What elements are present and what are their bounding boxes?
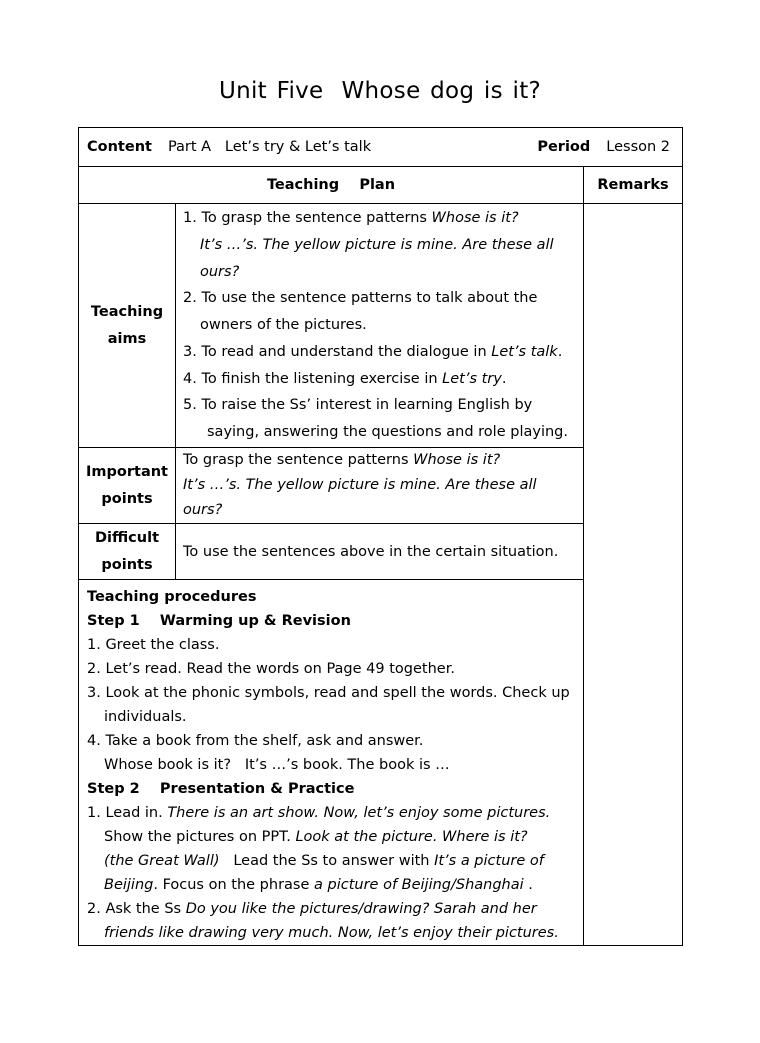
aim-line: 2. To use the sentence patterns to talk about the [183,290,538,307]
important-points-content: To grasp the sentence patterns Whose is it? It’s …’s. The yellow picture is mine. Are these all ours? [176,448,584,524]
remarks-cell [584,204,683,946]
step-heading: Step 1 Warming up & Revision [87,613,351,629]
step-heading: Step 2 Presentation & Practice [87,781,355,797]
title-question: Whose dog is it? [341,78,542,104]
aim-line: 3. To read and understand the dialogue in Let’s talk. [183,343,563,360]
aim-line: 5. To raise the Ss’ interest in learning English by [183,397,533,414]
column-header-row [79,167,683,204]
aim-line: 4. To finish the listening exercise in Let’s try. [183,370,507,387]
period-label: Period [537,139,591,155]
teaching-procedures: Teaching procedures Step 1 Warming up & Revision 1. Greet the class. 2. Let’s read. Read the words on Page 49 together. 3. Look at the phonic symbols, read and spell the words. Check up individuals. 4. Take a book from the shelf, ask and answer. Whose book is it? It’s …’s book. The book is … Step 2 Presentation & Practice 1. Lead in. There is an art show. Now, let’s enjoy some pictures. Show the pictures on PPT. Look at the picture. Where is it? (the Great Wall) Lead the Ss to answer with It’s a picture of Beijing. Focus on the phrase a picture of Beijing/Shanghai . 2. Ask the Ss Do you like the pictures/drawing? Sarah and her friends like drawing very much. Now, let’s enjoy their pictures. [79,580,584,946]
title-unit: Unit Five [218,78,324,104]
procedures-heading: Teaching procedures [87,589,257,605]
aim-line: ours? [200,263,240,280]
teaching-plan-header: Teaching Plan [79,167,584,204]
aim-line: It’s …’s. The yellow picture is mine. Are these all [200,237,554,254]
content-value: Part A Let’s try & Let’s talk [167,139,372,155]
content-label: Content [87,139,152,155]
remarks-header: Remarks [584,167,683,204]
teaching-aims-row [79,204,683,448]
aim-line: owners of the pictures. [200,317,367,334]
difficult-points-content: To use the sentences above in the certain situation. [176,524,584,580]
difficult-points-label: Difficult points [79,524,176,580]
period-value: Lesson 2 [606,139,671,155]
teaching-plan-table [78,127,683,946]
document-title [0,78,760,104]
aim-line: saying, answering the questions and role playing. [207,423,568,440]
teaching-aims-content [176,204,584,448]
teaching-aims-label: Teaching aims [79,204,176,448]
aim-line: 1. To grasp the sentence patterns Whose is it? [183,210,519,227]
important-points-label: Important points [79,448,176,524]
content-row [79,128,683,167]
